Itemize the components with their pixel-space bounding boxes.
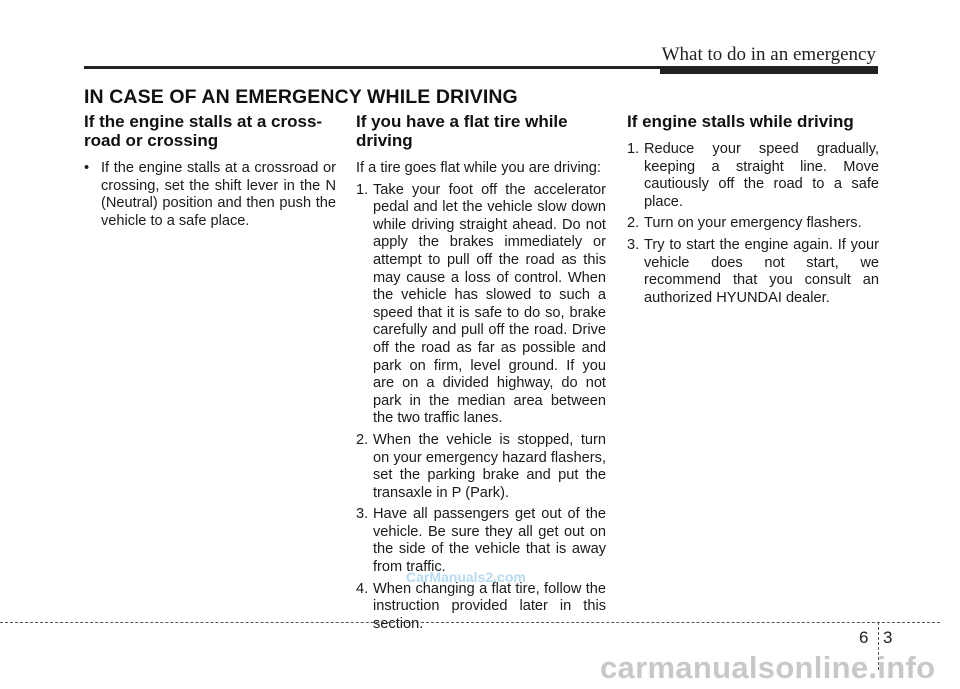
chapter-number: 6 xyxy=(859,628,869,647)
column3-heading: If engine stalls while driving xyxy=(627,112,854,131)
column2-steps xyxy=(356,182,606,634)
list-item: 2. Turn on your emergency flashers. xyxy=(627,215,862,232)
list-item: 1. Take your foot off the accelerator pedal and let the vehicle slow down while driving straight ahead. Do not apply the brakes immediately or attempt to pull off the road as this may cause a loss of control. When the vehicle has slowed to such a speed that it is safe to do so, brake carefully and pull off the road. Drive off the road as far as possible and park on firm, level ground. If you are on a divided highway, do not park in the median area between the two traffic lanes. xyxy=(356,181,606,427)
column-engine-stalls-driving xyxy=(627,112,879,311)
watermark: CarManuals2.com xyxy=(406,569,526,585)
header-rule-accent xyxy=(660,66,878,74)
section-title: IN CASE OF AN EMERGENCY WHILE DRIVING xyxy=(84,86,518,108)
bullet-item: • If the engine stalls at a crossroad or crossing, set the shift lever in the N (Neutral) position and then push the vehicle to a safe place. xyxy=(84,160,336,229)
list-item: 4. When changing a flat tire, follow the instruction provided later in this section. xyxy=(356,580,606,632)
site-watermark[interactable]: carmanualsonline.info xyxy=(600,650,936,685)
column3-steps xyxy=(627,141,879,307)
column1-heading: If the engine stalls at a cross- road or crossing xyxy=(84,112,323,150)
column2-heading: If you have a flat tire while driving xyxy=(356,112,568,150)
column1-bullet-list xyxy=(84,160,336,230)
footer-dashed-rule xyxy=(0,622,940,623)
list-item: 1. Reduce your speed gradually, keeping a straight line. Move cautiously off the road to a safe place. xyxy=(627,141,879,210)
column2-intro: If a tire goes flat while you are driving: xyxy=(356,160,601,176)
list-item: 3. Try to start the engine again. If your vehicle does not start, we recommend that you consult an authorized HYUNDAI dealer. xyxy=(627,236,879,306)
chapter-title: What to do in an emergency xyxy=(661,44,876,65)
page-number: 3 xyxy=(883,628,893,647)
bullet-icon: • xyxy=(84,160,90,176)
list-item: 3. Have all passengers get out of the vehicle. Be sure they all get out on the side of the vehicle that is away from traffic. xyxy=(356,506,606,576)
list-item: 2. When the vehicle is stopped, turn on your emergency hazard flashers, set the parking brake and put the transaxle in P (Park). xyxy=(356,431,606,501)
column-engine-stalls-crossing xyxy=(84,112,336,234)
column-flat-tire xyxy=(356,112,606,637)
